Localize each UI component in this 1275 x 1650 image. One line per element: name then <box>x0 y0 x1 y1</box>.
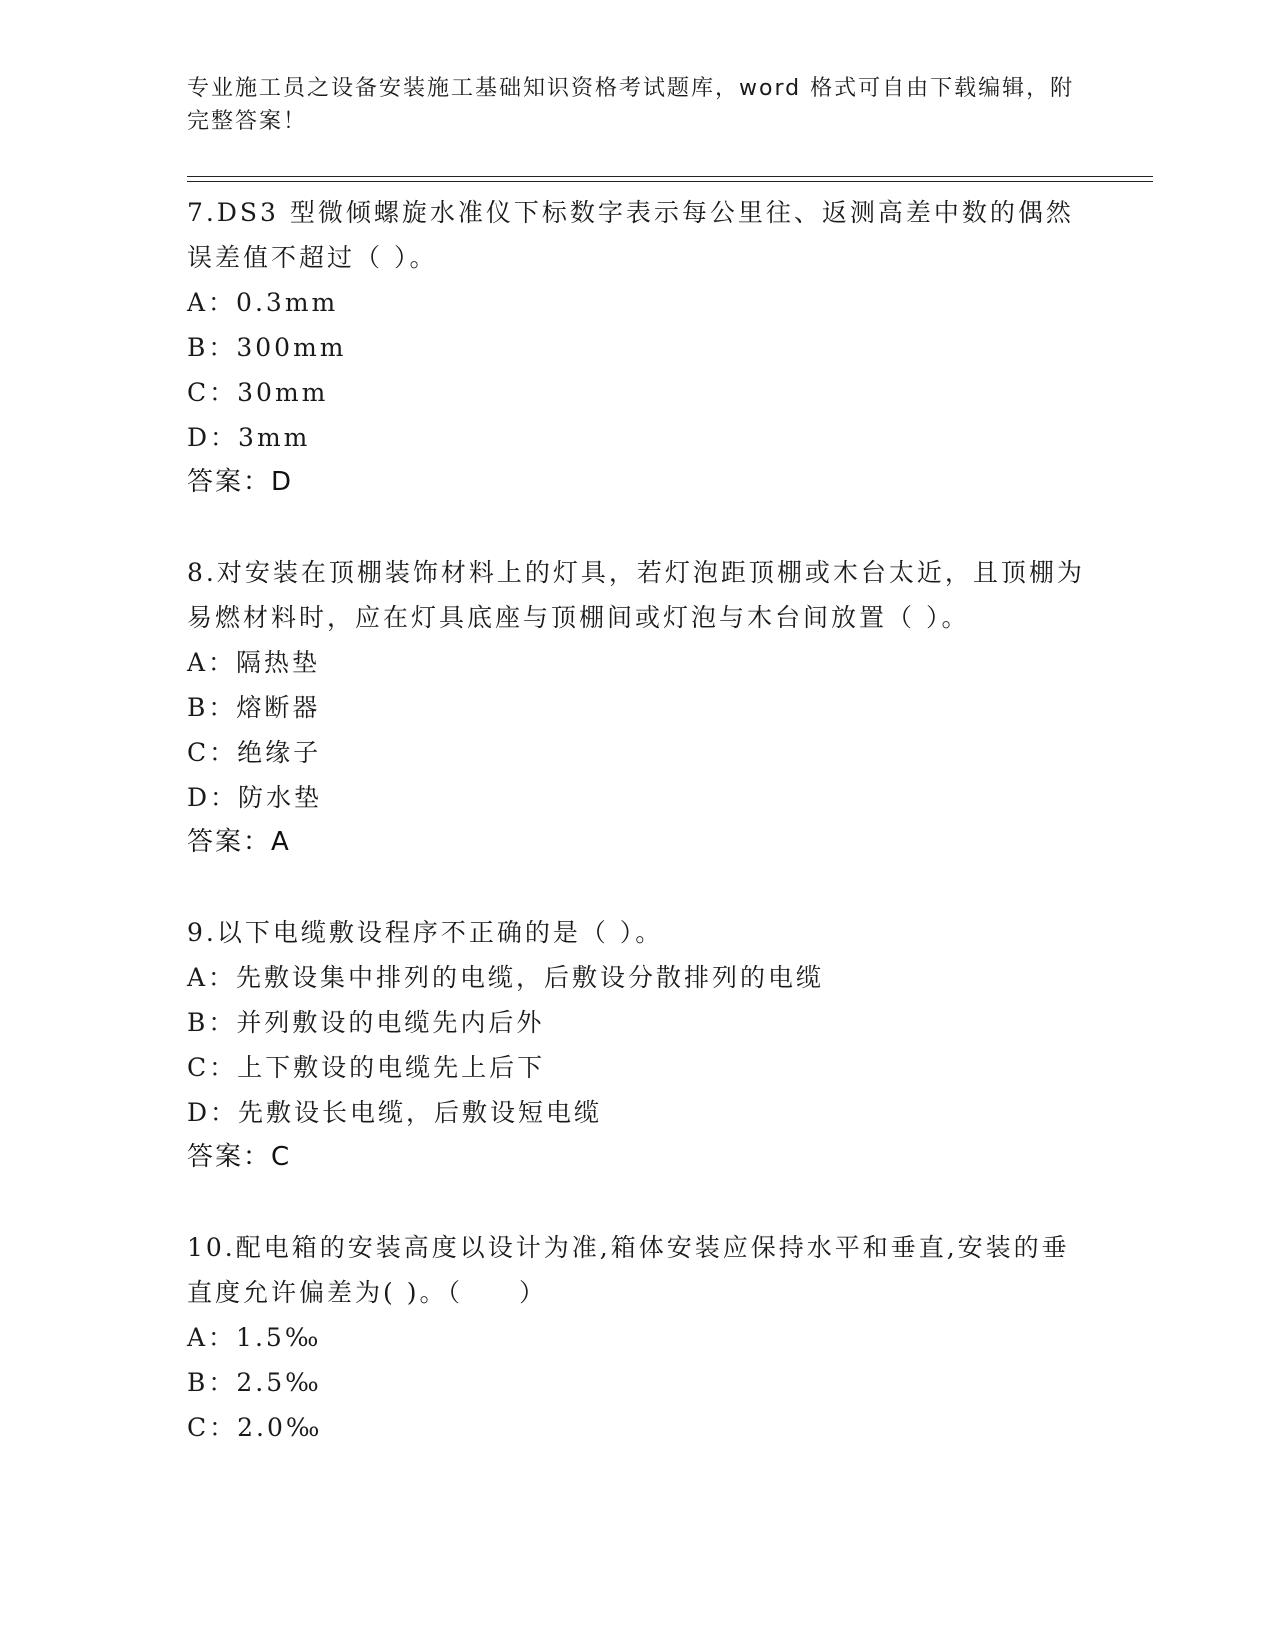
question-text: 9.以下电缆敷设程序不正确的是（ ）。 <box>187 918 664 947</box>
option-d: D：防水垫 <box>187 783 323 812</box>
option-c: C：2.0‰ <box>187 1413 323 1442</box>
question-text: 8.对安装在顶棚装饰材料上的灯具，若灯泡距顶棚或木台太近，且顶棚为易燃材料时，应在灯具底座与顶棚间或灯泡与木台间放置（ ）。 <box>187 558 1085 632</box>
option-a: A：0.3mm <box>187 288 339 317</box>
question-10 <box>187 1225 1147 1450</box>
option-c: C：上下敷设的电缆先上后下 <box>187 1053 546 1082</box>
question-8 <box>187 550 1147 865</box>
option-a: A：隔热垫 <box>187 648 321 677</box>
option-b: B：并列敷设的电缆先内后外 <box>187 1008 545 1037</box>
answer-line: 答案：A <box>187 827 291 857</box>
option-a: A：1.5‰ <box>187 1323 322 1352</box>
question-9 <box>187 910 1147 1180</box>
option-a: A：先敷设集中排列的电缆，后敷设分散排列的电缆 <box>187 963 825 992</box>
option-b: B：2.5‰ <box>187 1368 322 1397</box>
option-d: D：先敷设长电缆，后敷设短电缆 <box>187 1098 603 1127</box>
option-d: D：3mm <box>187 423 311 452</box>
question-text: 10.配电箱的安装高度以设计为准,箱体安装应保持水平和垂直,安装的垂直度允许偏差为( )。（ ） <box>187 1233 1070 1307</box>
answer-line: 答案：D <box>187 467 294 497</box>
option-b: B：熔断器 <box>187 693 321 722</box>
option-c: C：30mm <box>187 378 329 407</box>
header-divider-top <box>187 176 1153 177</box>
question-list <box>187 190 1147 1450</box>
option-c: C：绝缘子 <box>187 738 322 767</box>
question-text: 7.DS3 型微倾螺旋水准仪下标数字表示每公里往、返测高差中数的偶然误差值不超过（ ）。 <box>187 198 1074 272</box>
answer-line: 答案：C <box>187 1142 292 1172</box>
header-divider-bottom <box>187 181 1153 182</box>
option-b: B：300mm <box>187 333 347 362</box>
document-header: 专业施工员之设备安装施工基础知识资格考试题库，word 格式可自由下载编辑，附完整答案！ <box>187 76 1075 134</box>
question-7 <box>187 190 1147 505</box>
